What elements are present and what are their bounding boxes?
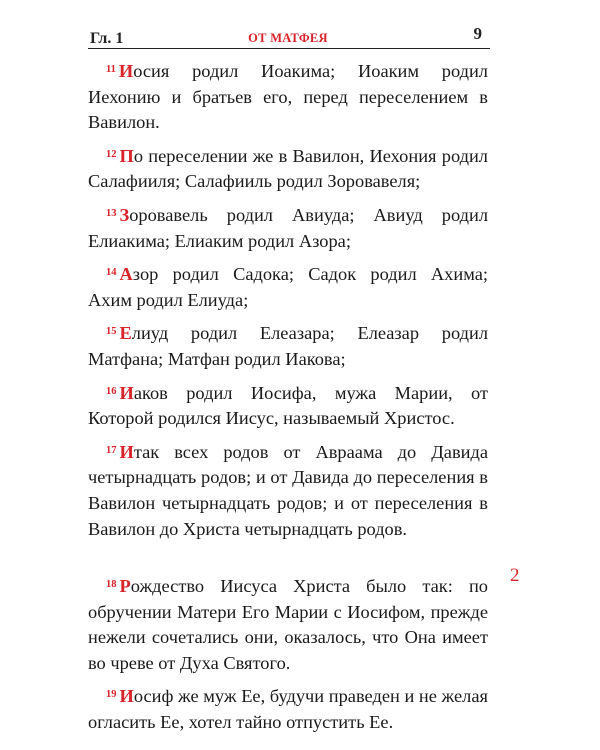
verse-12: [88, 142, 488, 195]
verse-initial: И: [119, 686, 134, 707]
verse-number: 18: [106, 579, 117, 591]
verse-initial: И: [118, 61, 134, 81]
verse-number: 13: [106, 207, 117, 219]
verse-14: [88, 260, 488, 313]
verse-number: 19: [106, 689, 117, 701]
verse-18: [88, 572, 488, 676]
running-title: ОТ МАТФЕЯ: [248, 31, 328, 45]
page-header: [88, 22, 488, 48]
verse-number: 14: [106, 267, 117, 279]
verse-initial: И: [119, 382, 134, 403]
verse-number: 17: [106, 444, 117, 456]
verse-13: [88, 201, 488, 254]
verse-text: зор родил Садока; Садок родил Ахима; Ахим родил Елиуда;: [88, 264, 488, 310]
verse-initial: А: [119, 264, 133, 285]
scripture-text: [88, 57, 488, 742]
verse-text: так всех родов от Авраама до Давида четырнадцать родов; и от Давида до переселения в Вавилон четырнадцать родов; и от переселения в Вавилон до Христа четырнадцать родов.: [88, 441, 488, 539]
verse-number: 11: [106, 64, 116, 75]
verse-17: [88, 438, 488, 542]
verse-text: оровавель родил Авиуда; Авиуд родил Елиакима; Елиаким родил Азора;: [88, 204, 488, 251]
verse-number: 12: [106, 148, 117, 160]
verse-text: о переселении же в Вавилон, Иехония родил Салафииля; Салафииль родил Зоровавеля;: [88, 145, 488, 192]
verse-text: ождество Иисуса Христа было так: по обручении Матери Его Марии с Иосифом, прежде нежели сочетались они, оказалось, что Она имеет во чреве от Духа Святого.: [88, 576, 488, 673]
page-number: 9: [473, 24, 482, 43]
verse-initial: Е: [119, 323, 132, 344]
verse-19: [88, 682, 488, 735]
verse-initial: Р: [119, 576, 131, 597]
verse-number: 15: [106, 326, 117, 338]
verse-15: [88, 319, 488, 372]
verse-initial: З: [119, 204, 130, 225]
verse-number: 16: [106, 385, 117, 397]
verse-11: [88, 57, 488, 136]
header-divider: [88, 48, 490, 49]
margin-reference-number: 2: [510, 565, 520, 586]
verse-initial: И: [119, 441, 134, 462]
verse-text: осиф же муж Ее, будучи праведен и не желая огласить Ее, хотел тайно отпустить Ее.: [88, 686, 488, 733]
verse-initial: П: [119, 145, 134, 166]
verse-text: лиуд родил Елеазара; Елеазар родил Матфана; Матфан родил Иакова;: [88, 323, 488, 369]
chapter-reference: Гл. 1: [90, 30, 124, 47]
verse-16: [88, 379, 488, 432]
verse-text: аков родил Иосифа, мужа Марии, от Которой родился Иисус, называемый Христос.: [88, 382, 488, 429]
verse-text: осия родил Иоакима; Иоаким родил Иехонию и братьев его, перед переселением в Вавилон.: [88, 61, 488, 133]
